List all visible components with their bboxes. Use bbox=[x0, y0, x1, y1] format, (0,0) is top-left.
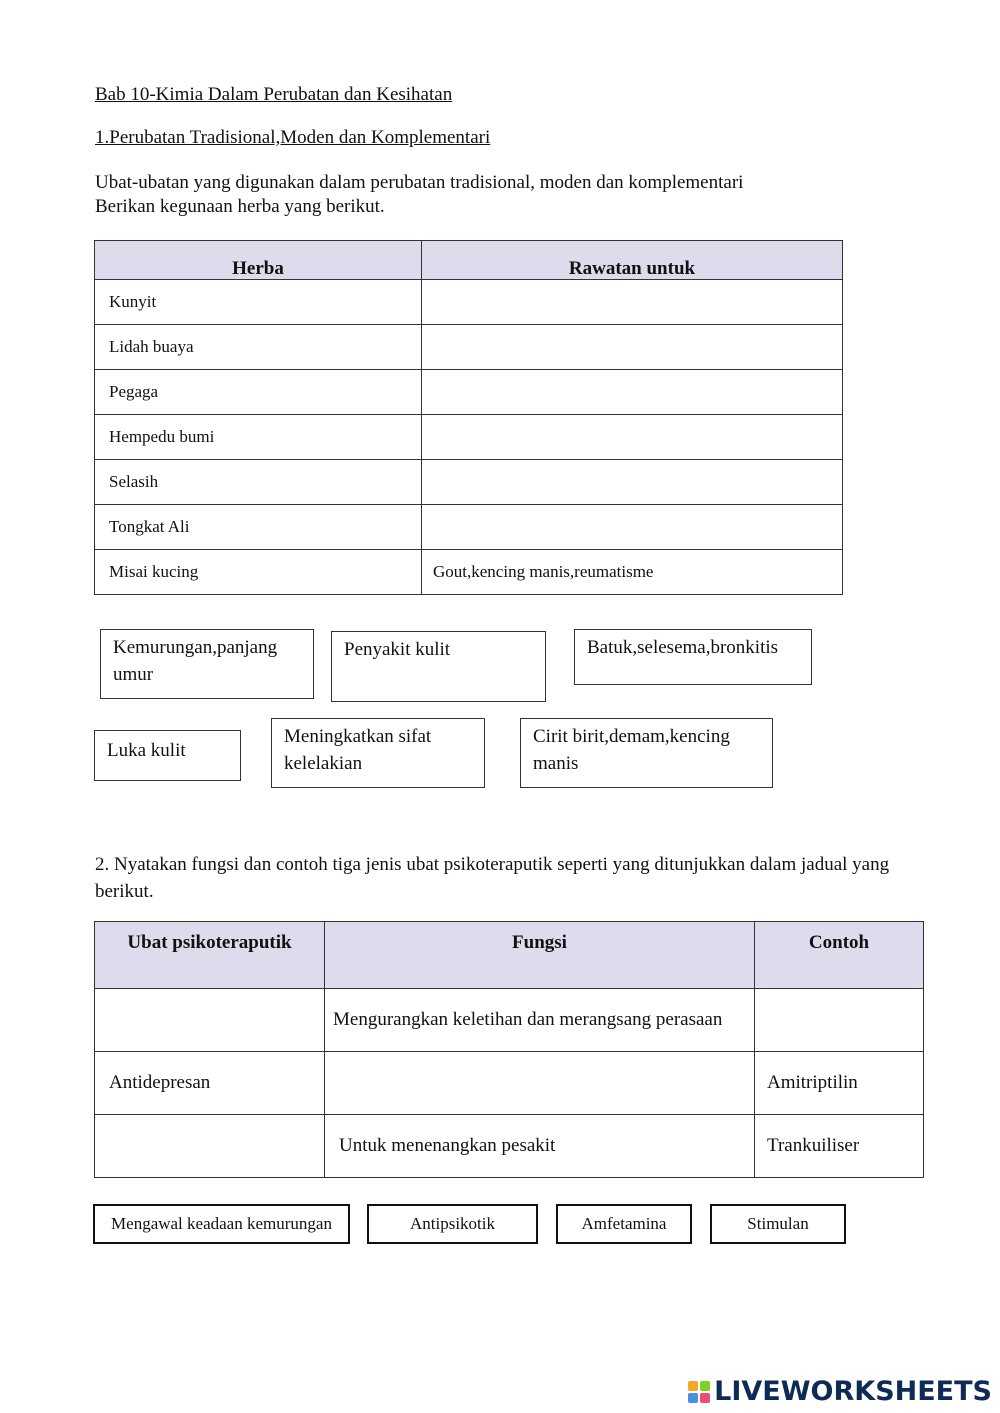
treatment-answer-cell[interactable] bbox=[422, 415, 843, 460]
table-row bbox=[95, 1052, 924, 1115]
herb-cell: Pegaga bbox=[95, 370, 422, 415]
answer-option[interactable]: Meningkatkan sifat kelelakian bbox=[271, 718, 485, 788]
question-2-text: 2. Nyatakan fungsi dan contoh tiga jenis ubat psikoteraputik seperti yang ditunjukkan dalam jadual yang berikut. bbox=[95, 854, 890, 902]
col-herb-header: Herba bbox=[95, 241, 422, 280]
col-example-header: Contoh bbox=[755, 922, 924, 989]
herb-cell: Hempedu bumi bbox=[95, 415, 422, 460]
treatment-cell: Gout,kencing manis,reumatisme bbox=[422, 550, 843, 595]
treatment-answer-cell[interactable] bbox=[422, 505, 843, 550]
table-row bbox=[95, 415, 843, 460]
example-answer-cell[interactable] bbox=[755, 989, 924, 1052]
table-row bbox=[95, 550, 843, 595]
herb-table bbox=[94, 240, 843, 595]
herb-table-header bbox=[95, 241, 843, 280]
herb-cell: Selasih bbox=[95, 460, 422, 505]
col-type-header: Ubat psikoteraputik bbox=[95, 922, 325, 989]
intro-line-1: Ubat-ubatan yang digunakan dalam perubatan tradisional, moden dan komplementari bbox=[95, 172, 744, 193]
function-answer-cell[interactable] bbox=[325, 1052, 755, 1115]
answer-option[interactable]: Antipsikotik bbox=[367, 1204, 538, 1244]
table-row bbox=[95, 460, 843, 505]
liveworksheets-logo bbox=[688, 1376, 992, 1407]
herb-cell: Kunyit bbox=[95, 280, 422, 325]
type-cell: Antidepresan bbox=[95, 1052, 325, 1115]
answer-option[interactable]: Cirit birit,demam,kencing manis bbox=[520, 718, 773, 788]
answer-option[interactable]: Kemurungan,panjang umur bbox=[100, 629, 314, 699]
answer-option[interactable]: Batuk,selesema,bronkitis bbox=[574, 629, 812, 685]
col-function-header: Fungsi bbox=[325, 922, 755, 989]
table-row bbox=[95, 280, 843, 325]
treatment-answer-cell[interactable] bbox=[422, 460, 843, 505]
treatment-answer-cell[interactable] bbox=[422, 370, 843, 415]
table-row bbox=[95, 370, 843, 415]
example-cell: Amitriptilin bbox=[755, 1052, 924, 1115]
table-row bbox=[95, 505, 843, 550]
table-row bbox=[95, 325, 843, 370]
example-cell: Trankuiliser bbox=[755, 1115, 924, 1178]
treatment-answer-cell[interactable] bbox=[422, 280, 843, 325]
table-row bbox=[95, 989, 924, 1052]
psycho-table-header bbox=[95, 922, 924, 989]
intro-line-2: Berikan kegunaan herba yang berikut. bbox=[95, 196, 385, 217]
type-answer-cell[interactable] bbox=[95, 1115, 325, 1178]
logo-text: LIVEWORKSHEETS bbox=[714, 1376, 992, 1407]
intro-text bbox=[95, 171, 743, 219]
function-cell: Untuk menenangkan pesakit bbox=[325, 1115, 755, 1178]
function-cell: Mengurangkan keletihan dan merangsang perasaan bbox=[325, 989, 755, 1052]
answer-option[interactable]: Stimulan bbox=[710, 1204, 846, 1244]
answer-option[interactable]: Penyakit kulit bbox=[331, 631, 546, 702]
psychotherapeutic-table bbox=[94, 921, 924, 1178]
table-row bbox=[95, 1115, 924, 1178]
answer-option[interactable]: Mengawal keadaan kemurungan bbox=[93, 1204, 350, 1244]
chapter-title: Bab 10-Kimia Dalam Perubatan dan Kesihatan bbox=[95, 84, 453, 105]
treatment-answer-cell[interactable] bbox=[422, 325, 843, 370]
answer-option[interactable]: Amfetamina bbox=[556, 1204, 692, 1244]
col-treatment-header: Rawatan untuk bbox=[422, 241, 843, 280]
herb-cell: Misai kucing bbox=[95, 550, 422, 595]
liveworksheets-logo-icon bbox=[688, 1381, 710, 1403]
answer-option[interactable]: Luka kulit bbox=[94, 730, 241, 781]
herb-cell: Tongkat Ali bbox=[95, 505, 422, 550]
herb-cell: Lidah buaya bbox=[95, 325, 422, 370]
type-answer-cell[interactable] bbox=[95, 989, 325, 1052]
section-title: 1.Perubatan Tradisional,Moden dan Komplementari bbox=[95, 127, 491, 148]
